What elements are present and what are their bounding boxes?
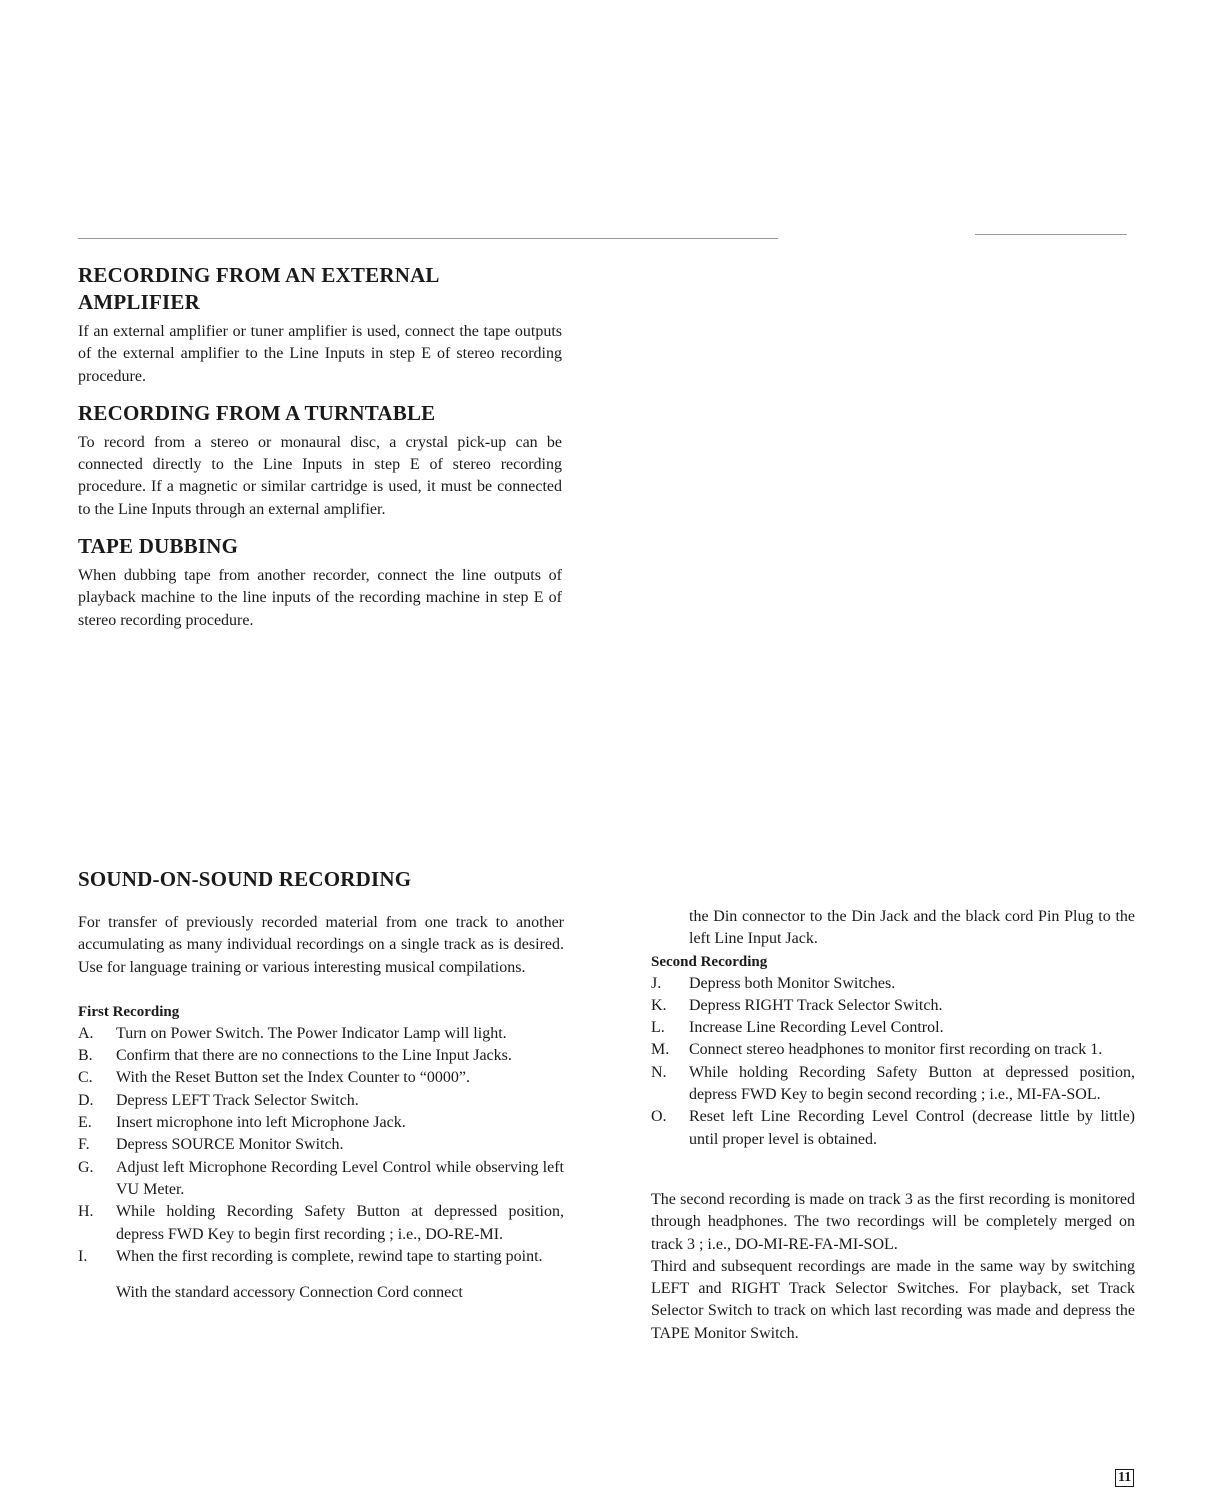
closing-paragraph-1: The second recording is made on track 3 as the first recording is monitored through headphones. The two recordings will be completely merged on track 3 ; i.e., DO-MI-RE-FA-MI-SOL. <box>651 1190 1135 1253</box>
step-item: J. Depress both Monitor Switches. <box>651 974 896 992</box>
step-item: C. With the Reset Button set the Index Counter to “0000”. <box>78 1069 470 1087</box>
sound-on-sound-intro: For transfer of previously recorded material from one track to another accumulating as many individual recordings on a single track as is desired. Use for language training or various interesting musical compilations. <box>78 914 564 976</box>
connection-cord-text-part1: With the standard accessory Connection Cord connect <box>116 1284 463 1302</box>
step-item: E. Insert microphone into left Microphone Jack. <box>78 1114 406 1132</box>
step-item: G. Adjust left Microphone Recording Level Control while observing left VU Meter. <box>78 1158 564 1198</box>
step-item: N. While holding Recording Safety Button at depressed position, depress FWD Key to begin second recording ; i.e., MI-FA-SOL. <box>651 1063 1135 1104</box>
step-item: H. While holding Recording Safety Button at depressed position, depress FWD Key to begin first recording ; i.e., DO-RE-MI. <box>78 1203 564 1243</box>
first-recording-steps <box>78 1023 564 1268</box>
step-item: F. Depress SOURCE Monitor Switch. <box>78 1136 344 1154</box>
section-body-turntable: To record from a stereo or monaural disc, a crystal pick-up can be connected directly to the Line Inputs in step E of stereo recording procedure. If a magnetic or similar cartridge is used, it must be connected to the Line Inputs through an external amplifier. <box>78 433 562 518</box>
step-item: M. Connect stereo headphones to monitor first recording on track 1. <box>651 1041 1103 1059</box>
step-item: I. When the first recording is complete, rewind tape to starting point. <box>78 1247 543 1265</box>
sound-on-sound-left-column <box>78 866 564 1304</box>
section-turntable <box>78 400 562 521</box>
section-tape-dubbing <box>78 533 562 632</box>
step-item: A. Turn on Power Switch. The Power Indicator Lamp will light. <box>78 1024 507 1042</box>
section-external-amplifier <box>78 262 562 388</box>
step-item: D. Depress LEFT Track Selector Switch. <box>78 1091 359 1109</box>
second-recording-steps <box>651 973 1135 1151</box>
second-recording-heading: Second Recording <box>651 953 768 970</box>
section-body-external-amplifier: If an external amplifier or tuner amplifier is used, connect the tape outputs of the external amplifier to the Line Inputs in step E of stereo recording procedure. <box>78 323 562 385</box>
step-item: K. Depress RIGHT Track Selector Switch. <box>651 996 943 1014</box>
section-title-sound-on-sound: SOUND-ON-SOUND RECORDING <box>78 867 412 891</box>
section-title-external-amplifier: RECORDING FROM AN EXTERNAL AMPLIFIER <box>78 263 440 314</box>
section-title-tape-dubbing: TAPE DUBBING <box>78 534 239 559</box>
section-title-turntable: RECORDING FROM A TURNTABLE <box>78 400 436 425</box>
step-item: O. Reset left Line Recording Level Control (decrease little by little) until proper level is obtained. <box>651 1108 1135 1148</box>
closing-paragraph-2: Third and subsequent recordings are made in the same way by switching LEFT and RIGHT Track Selector Switches. For playback, set Track Selector Switch to track on which last recording was made and depress the TAPE Monitor Switch. <box>651 1257 1135 1342</box>
sound-on-sound-right-column <box>651 906 1135 1345</box>
step-item: L. Increase Line Recording Level Control. <box>651 1019 944 1037</box>
top-column <box>78 262 562 644</box>
section-body-tape-dubbing: When dubbing tape from another recorder, connect the line outputs of playback machine to the line inputs of the recording machine in step E of stereo recording procedure. <box>78 567 562 629</box>
header-rule-right <box>975 234 1127 235</box>
first-recording-heading: First Recording <box>78 1003 180 1020</box>
header-rule-left <box>78 238 778 239</box>
connection-cord-text-part2: the Din connector to the Din Jack and the black cord Pin Plug to the left Line Input Jack. <box>689 908 1135 948</box>
step-item: B. Confirm that there are no connections to the Line Input Jacks. <box>78 1047 512 1065</box>
page-number: 11 <box>1115 1469 1134 1487</box>
